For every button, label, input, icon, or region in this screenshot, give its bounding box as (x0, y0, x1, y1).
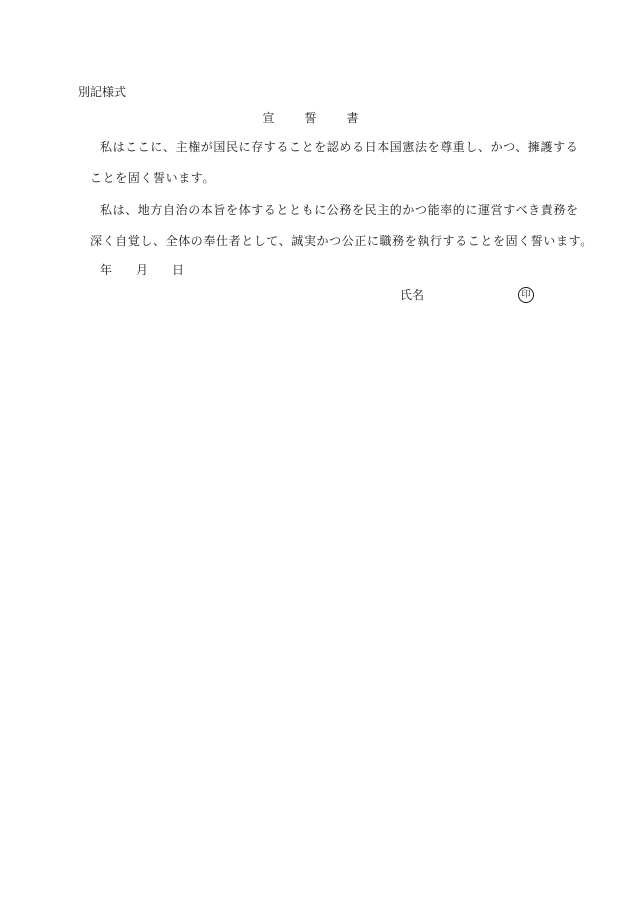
paragraph-1-line-1: 私はここに、主権が国民に存することを認める日本国憲法を尊重し、かつ、擁護する (100, 140, 579, 154)
name-label: 氏名 (400, 288, 425, 302)
paragraph-2-line-1: 私は、地方自治の本旨を体するとともに公務を民主的かつ能率的に運営すべき責務を (100, 203, 579, 217)
document-title: 宣 誓 書 (262, 111, 368, 125)
seal-icon: 印 (518, 287, 534, 303)
date-line (100, 263, 184, 277)
form-label: 別記様式 (78, 85, 127, 99)
date-month-label: 月 (136, 263, 149, 277)
date-day-label: 日 (172, 263, 185, 277)
date-year-label: 年 (100, 263, 113, 277)
paragraph-2-line-2: 深く自覚し、全体の奉仕者として、誠実かつ公正に職務を執行することを固く誓います。 (90, 234, 593, 248)
paragraph-1-line-2: ことを固く誓います。 (90, 171, 216, 185)
